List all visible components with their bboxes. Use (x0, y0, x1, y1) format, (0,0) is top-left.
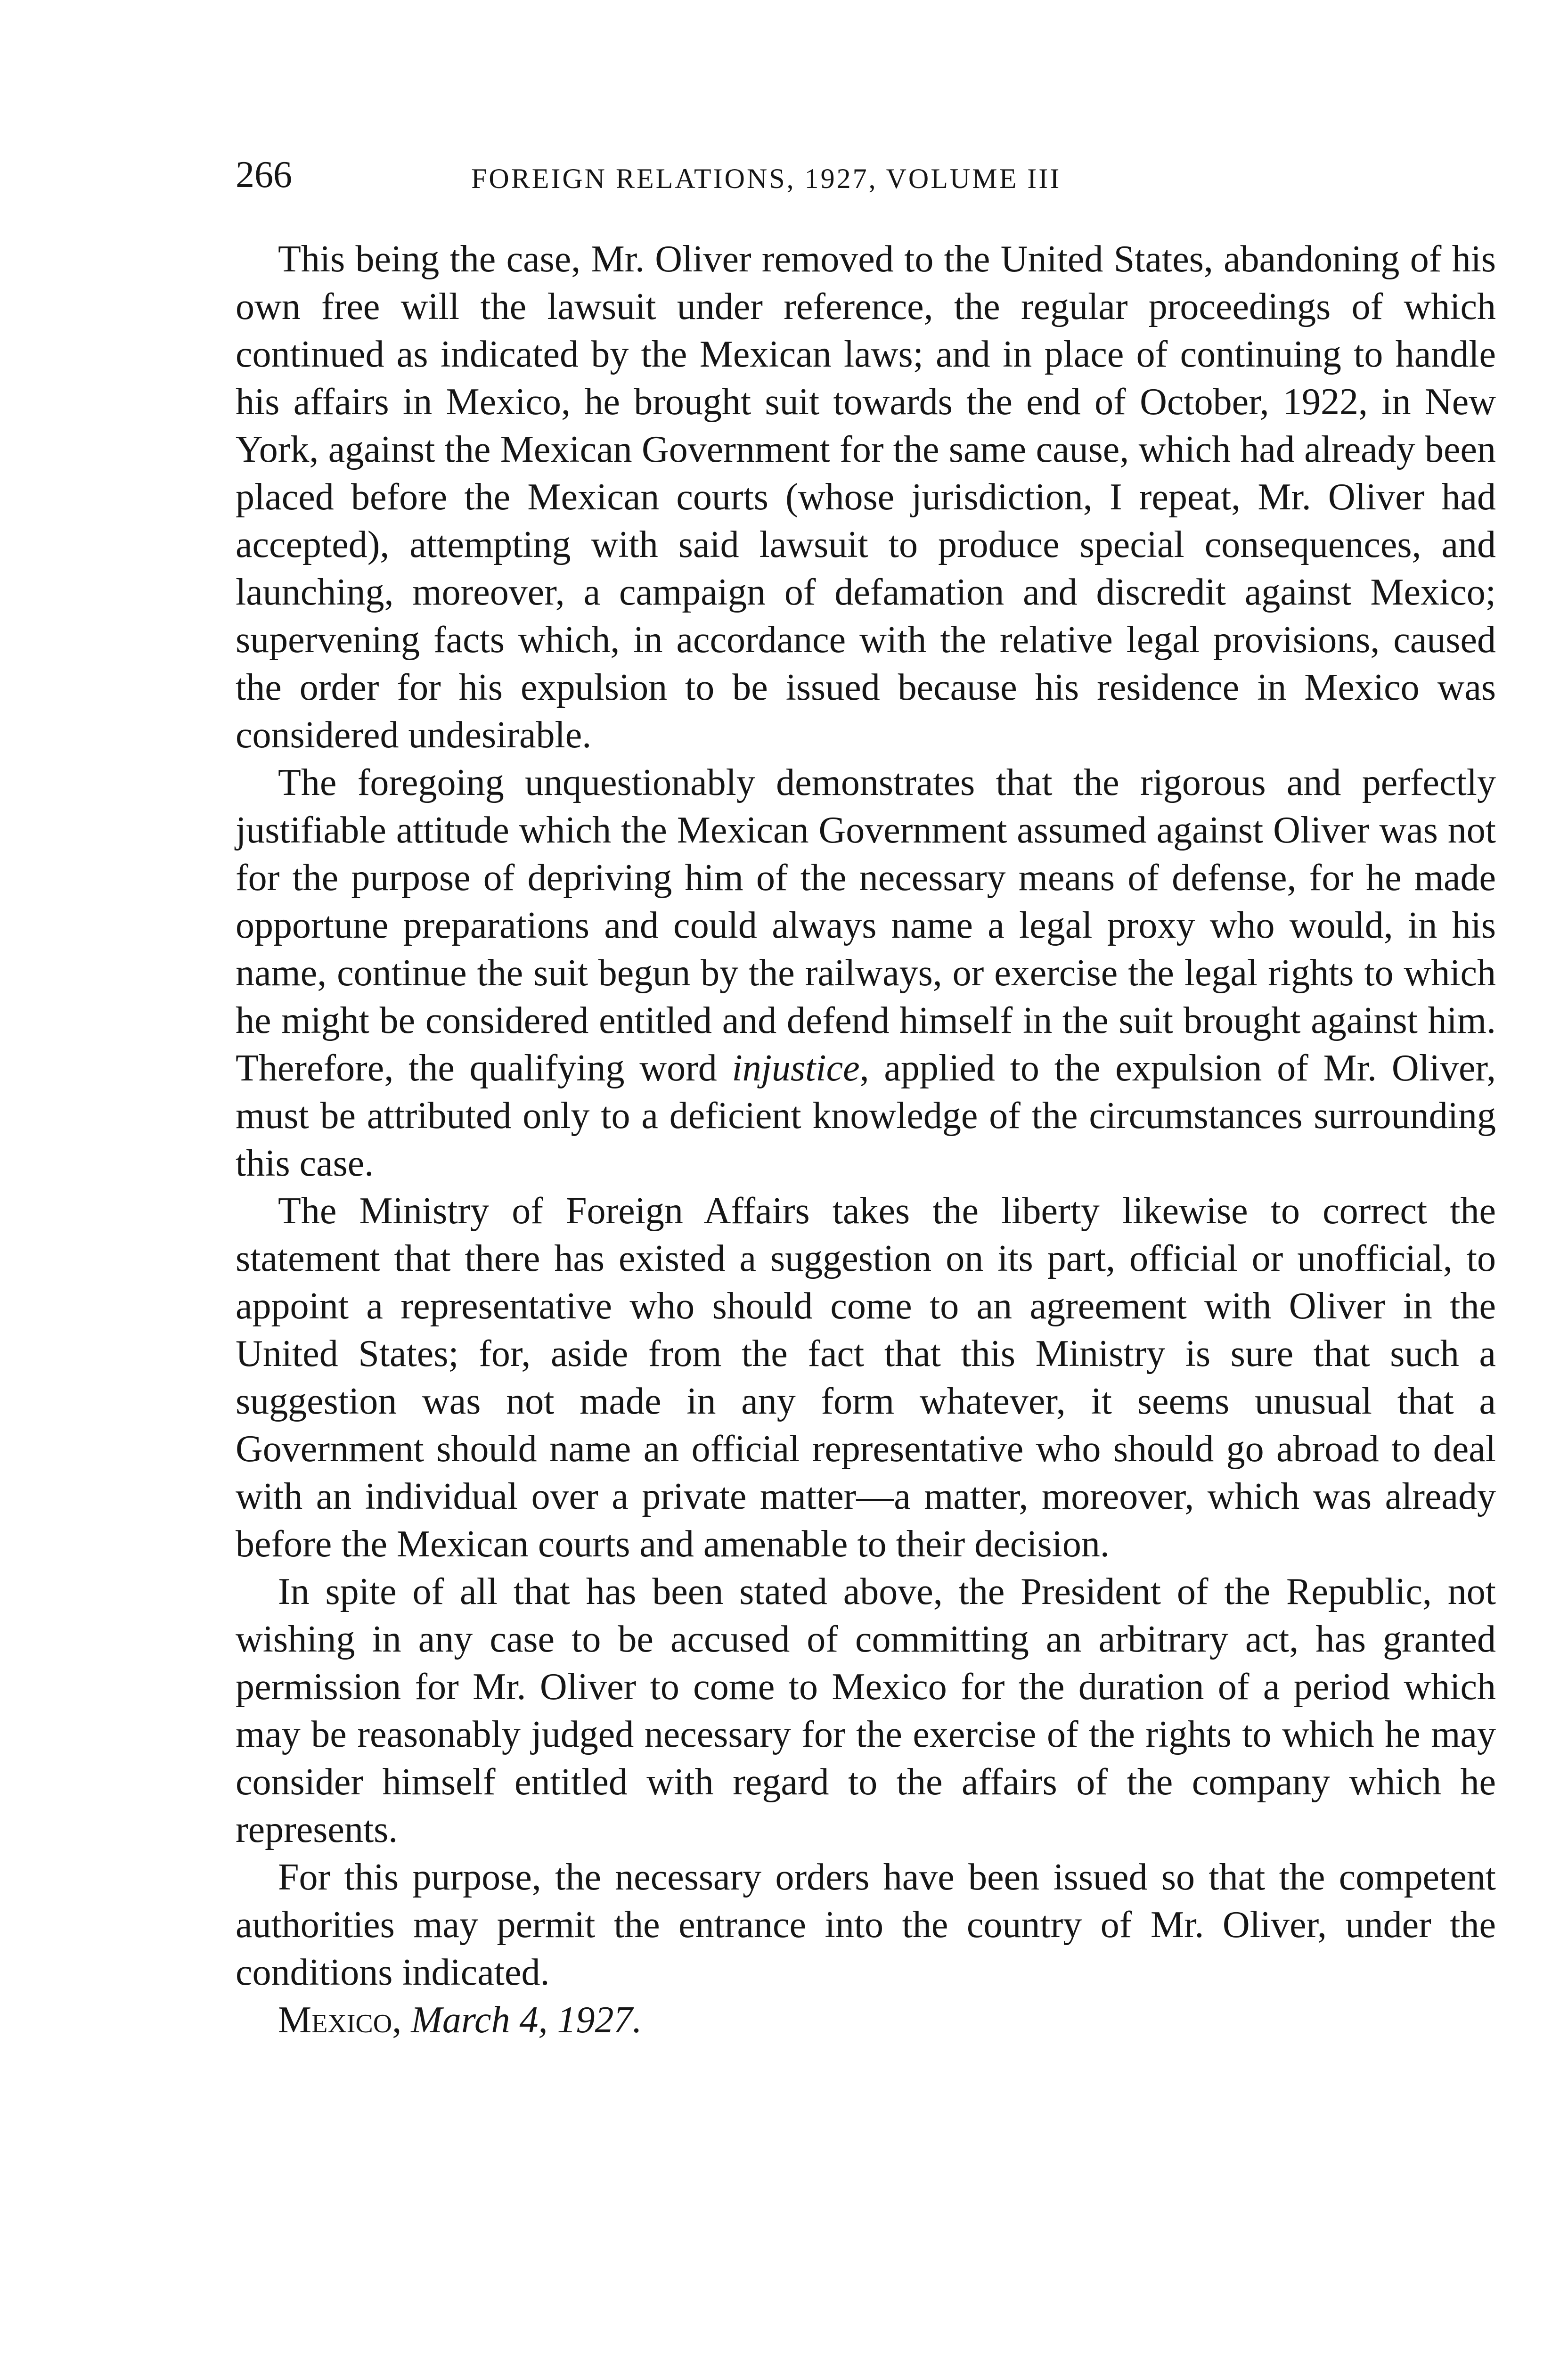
paragraph-2-text-after: , applied to the expulsion of Mr. Oliver, must be attributed only to a deficient knowledge of the circumstances surrounding this case. (236, 1047, 1496, 1184)
emphasis-injustice: injustice (732, 1047, 860, 1089)
dateline-place: Mexico, (278, 1999, 402, 2041)
dateline-date: March 4, 1927. (411, 1999, 642, 2041)
paragraph-2 (236, 759, 1496, 1187)
running-title: FOREIGN RELATIONS, 1927, VOLUME III (471, 163, 1062, 194)
paragraph-5: For this purpose, the necessary orders have been issued so that the competent authorities may permit the entrance into the country of Mr. Oliver, under the conditions indicated. (236, 1857, 1496, 1993)
dateline (236, 1996, 1496, 2044)
running-header (236, 149, 1498, 201)
paragraph-3: The Ministry of Foreign Affairs takes the liberty likewise to correct the statement that there has existed a suggestion on its part, official or unofficial, to appoint a representative who should come to an agreement with Oliver in the United States; for, aside from the fact that this Ministry is sure that such a suggestion was not made in any form whatever, it seems unusual that a Government should name an official representative who should go abroad to deal with an individual over a private matter—a matter, moreover, which was already before the Mexican courts and amenable to their decision. (236, 1190, 1496, 1565)
body-text (236, 236, 1496, 2044)
paragraph-2-text-before: The foregoing unquestionably demonstrates that the rigorous and perfectly justifiable attitude which the Mexican Government assumed against Oliver was not for the purpose of depriving him of the necessary means of defense, for he made opportune preparations and could always name a legal proxy who would, in his name, continue the suit begun by the railways, or exercise the legal rights to which he might be considered entitled and defend himself in the suit brought against him. Therefore, the qualifying word (236, 762, 1496, 1089)
page-number: 266 (236, 154, 292, 196)
paragraph-1: This being the case, Mr. Oliver removed to the United States, abandoning of his own free will the lawsuit under reference, the regular proceedings of which continued as indicated by the Mexican laws; and in place of continuing to handle his affairs in Mexico, he brought suit towards the end of October, 1922, in New York, against the Mexican Government for the same cause, which had already been placed before the Mexican courts (whose jurisdiction, I repeat, Mr. Oliver had accepted), attempting with said lawsuit to produce special consequences, and launching, moreover, a campaign of defamation and discredit against Mexico; supervening facts which, in accordance with the relative legal provisions, caused the order for his expulsion to be issued because his residence in Mexico was considered undesirable. (236, 238, 1496, 756)
paragraph-4: In spite of all that has been stated above, the President of the Republic, not wishing in any case to be accused of committing an arbitrary act, has granted permission for Mr. Oliver to come to Mexico for the duration of a period which may be reasonably judged necessary for the exercise of the rights to which he may consider himself entitled with regard to the affairs of the company which he represents. (236, 1571, 1496, 1850)
